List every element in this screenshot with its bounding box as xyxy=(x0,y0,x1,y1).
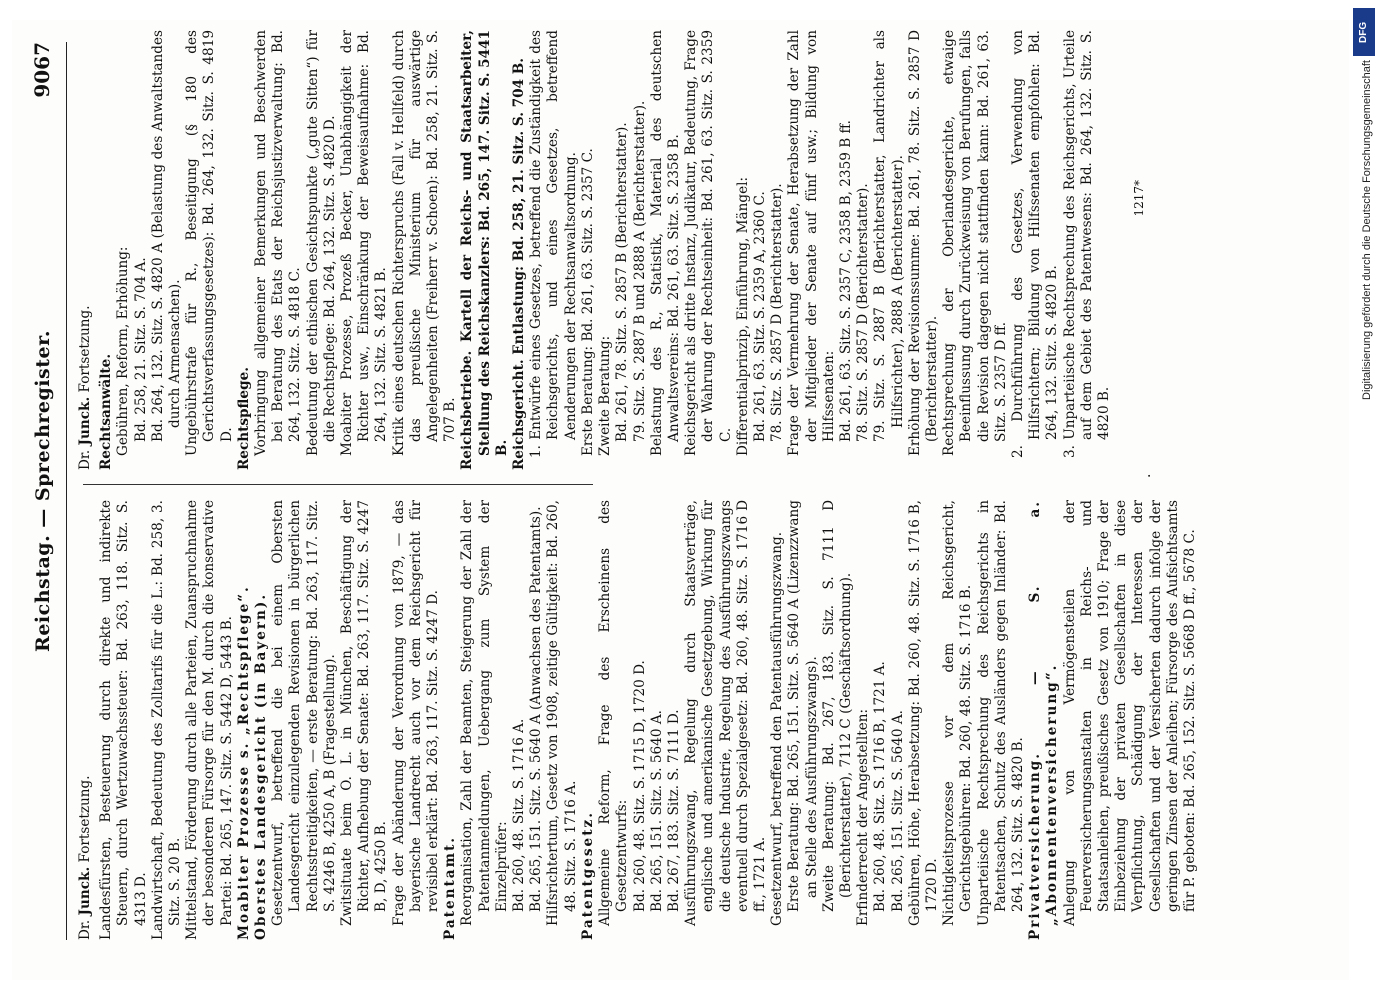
register-entry: Bd. 260, 48. Sitz. S. 1716 B, 1721 A. xyxy=(872,661,889,912)
register-entry: Gesetzentwurf, betreffend die bei einem Obersten Landesgericht einzulegenden Revisionen in bürgerlichen Rechtsstreitigkeiten, — erste Beratung: Bd. 263, 117. Sitz. S. 4246 B, 4250 A, B (Fragestellung). xyxy=(270,500,338,926)
margin-dot: · xyxy=(1142,473,1158,478)
register-entry: Zweite Beratung: xyxy=(597,335,614,456)
register-entry: 78. Sitz. S. 2857 D (Berichterstatter). xyxy=(769,183,786,442)
register-columns xyxy=(77,30,1317,940)
register-entry: Bd. 267, 183. Sitz. S. 7111 D. xyxy=(665,709,682,912)
register-entry: Frage der Vermehrung der Senate, Herabsetzung der Zahl der Mitglieder der Senate auf fünf usw.; Bildung von Hilfssenaten: xyxy=(786,30,837,456)
register-entry: 2. Durchführung des Gesetzes, Verwendung von Hilfsrichtern; Bildung von Hilfssenaten empfohlen: Bd. 264, 132. Sitz. S. 4820 B. xyxy=(1009,30,1061,458)
register-entry: Reorganisation, Zahl der Beamten, Steigerung der Zahl der Patentanmeldungen, Uebergang zum System der Einzelprüfer: xyxy=(459,500,510,926)
register-heading: Moabiter Prozesse s. „Rechtspflege“. xyxy=(235,585,252,940)
register-entry: Bd. 265, 151. Sitz. S. 5640 A (Anwachsen des Patentamts). xyxy=(528,506,545,912)
register-entry: Ausführungszwang, Regelung durch Staatsverträge, englische und amerikanische Gesetzgebung, Wirkung für die deutsche Industrie, Regelung des Ausführungszwangs eventuell durch Spezialgesetz: Bd. 260, 48. Sitz. S. 1716 D ff., 1721 A. xyxy=(683,500,768,926)
register-entry: Hilfsrichtertum, Gesetz von 1908, zeitige Gültigkeit: Bd. 260, 48. Sitz. S. 1716 A. xyxy=(545,500,579,926)
register-entry: Bd. 258, 21. Sitz. S. 704 A. xyxy=(132,257,149,442)
register-entry: 79. Sitz. S. 2887 B und 2888 A (Berichterstatter). xyxy=(631,100,648,442)
register-heading: Rechtspflege. xyxy=(235,367,252,470)
right-column xyxy=(77,30,1317,470)
register-entry: Vorbringung allgemeiner Bemerkungen und Beschwerden bei Beratung des Etats der Reichsjustizverwaltung: Bd. 264, 132. Sitz. S. 4818 C. xyxy=(253,30,304,456)
register-entry: Reichsgericht als dritte Instanz, Judikatur, Bedeutung, Frage der Wahrung der Rechtseinheit: Bd. 261, 63. Sitz. S. 2359 C. xyxy=(683,30,734,456)
right-column-heading xyxy=(77,30,94,470)
register-entry: Belastung des R., Statistik, Material des deutschen Anwaltsvereins: Bd. 261, 63. Sitz. S. 2358 B. xyxy=(648,30,682,456)
register-heading: Reichsbetriebe. Kartell der Reichs- und Staatsarbeiter, Stellung des Reichskanzlers: Bd. 265, 147. Sitz. S. 5441 B. xyxy=(459,30,510,470)
register-entry: Rechtsprechung der Oberlandesgerichte, etwaige Beeinflussung durch Zurückweisung von Berufungen, falls die Revision dagegen nicht stattfinden kann: Bd. 261, 63. Sitz. S. 2357 D ff. xyxy=(941,30,1009,456)
register-heading: Rechtsanwälte. xyxy=(98,353,115,470)
register-entry: Differentialprinzip, Einführung, Mängel: xyxy=(734,176,751,456)
register-entry: Bd. 261, 63. Sitz. S. 2357 C, 2358 B, 2359 B ff. xyxy=(837,119,854,442)
page-header xyxy=(26,42,67,940)
register-entry: Bd. 260, 48. Sitz. S. 1716 A. xyxy=(511,718,528,912)
left-column xyxy=(77,500,1317,940)
signature-mark: 1217* xyxy=(1132,180,1147,217)
register-entry: Bd. 260, 48. Sitz. S. 1715 D, 1720 D. xyxy=(631,660,648,912)
register-entry: Mittelstand, Förderung durch alle Parteien, Zuanspruchnahme der besonderen Fürsorge für den M. durch die konservative Partei: Bd. 265, 147. Sitz. S. 5442 D, 5443 B. xyxy=(184,500,235,940)
continuation-note: Fortsetzung. xyxy=(77,305,93,393)
register-entry: Gebühren, Reform, Erhöhung: xyxy=(115,246,132,456)
register-entry: Erfinderrecht der Angestellten: xyxy=(855,708,872,926)
left-column-heading xyxy=(77,500,94,940)
register-entry: Frage der Abänderung der Verordnung von 1879, — das bayerische Landrecht auch vor dem Reichsgericht für revisibel erklärt: Bd. 263, 117. Sitz. S. 4247 D. xyxy=(390,500,442,926)
register-entry: Ungebührstrafe für R., Beseitigung (§ 180 des Gerichtsverfassungsgesetzes): Bd. 264, 132. Sitz. S. 4819 D. xyxy=(184,30,235,456)
register-entry: 78. Sitz. S. 2857 D (Berichterstatter). xyxy=(855,183,872,442)
register-entry: Bd. 264, 132. Sitz. S. 4820 A (Belastung des Anwaltstandes durch Armensachen). xyxy=(149,30,184,442)
register-entry: Landesfürsten, Besteuerung durch direkte und indirekte Steuern, durch Wertzuwachssteuer: Bd. 263, 118. Sitz. S. 4313 D. xyxy=(98,500,149,940)
register-entry: 1. Entwürfe eines Gesetzes, betreffend die Zuständigkeit des Reichsgerichts, und eines Gesetzes, betreffend Aenderungen der Rechtsanwaltsordnung. xyxy=(528,30,579,458)
running-title: Reichstag. — Sprechregister. xyxy=(32,330,54,652)
register-entry: Bd. 265, 151. Sitz. S. 5640 A. xyxy=(889,710,906,912)
register-entry: Zwitsituate beim O. L. in München, Beschäftigung der Richter, Aufhebung der Senate: Bd. 263, 117. Sitz. S. 4247 B, D, 4250 B. xyxy=(339,500,390,926)
register-entry: Anlegung von Vermögensteilen der Feuerversicherungsanstalten in Reichs- und Staatsanleihen, preußisches Gesetz von 1910; Frage der Einbeziehung der privaten Gesellschaften in diese Verpflichtung, Schädigung der Interessen der Gesellschaften und der Versicherten dadurch infolge der geringen Zinsen der Anleihen; Fürsorge des Aufsichtsamts für P. geboten: Bd. 265, 152. Sitz. S. 5668 D ff., 5678 C. xyxy=(1061,500,1198,926)
register-entry: Gebühren, Höhe, Herabsetzung: Bd. 260, 48. Sitz. S. 1716 B, 1720 D. xyxy=(906,500,940,926)
register-entry: Erste Beratung: Bd. 265, 151. Sitz. S. 5640 A (Lizenzzwang an Stelle des Ausführungszwangs). xyxy=(786,500,820,912)
continuation-note: Fortsetzung. xyxy=(77,775,93,863)
register-entry: Bd. 261, 63. Sitz. S. 2359 A, 2360 C. xyxy=(751,191,768,442)
register-entry: Unparteiische Rechtsprechung des Reichsgerichts in Patentsachen, Schutz des Ausländers gegen Inländer: Bd. 264, 132. Sitz. S. 4820 B. xyxy=(975,500,1026,926)
register-entry: Zweite Beratung: Bd. 267, 183. Sitz. S. 7111 D (Berichterstatter), 7112 C (Geschäftsordnung). xyxy=(820,500,854,912)
register-entry: Allgemeine Reform, Frage des Erscheinens des Gesetzentwurfs: xyxy=(597,500,631,926)
register-entry: Nichtigkeitsprozesse vor dem Reichsgericht, Gerichtsgebühren: Bd. 260, 48. Sitz. S. 1716 B. xyxy=(941,500,975,926)
speaker-name: Junck. xyxy=(77,396,93,446)
scanned-page xyxy=(12,20,1372,980)
speaker-prefix: Dr. xyxy=(77,449,93,470)
register-entry: Bedeutung der ethischen Gesichtspunkte („gute Sitten“) für die Rechtspflege: Bd. 264, 132. Sitz. S. 4820 D. xyxy=(304,30,338,456)
register-heading: Patentamt. xyxy=(442,836,459,940)
register-entry: 79. Sitz. S. 2887 B (Berichterstatter, Landrichter als Hilfsrichter), 2888 A (Berichterstatter). xyxy=(872,30,906,442)
register-entry: Bd. 265, 151. Sitz. S. 5640 A. xyxy=(648,710,665,912)
register-entry: Gesetzentwurf, betreffend den Patentausführungszwang. xyxy=(769,531,786,926)
dfg-logo: DFG xyxy=(1353,8,1375,56)
register-heading: Oberstes Landesgericht (in Bayern). xyxy=(253,592,270,940)
funding-credit: Digitalisierung gefördert durch die Deutsche Forschungsgemeinschaft xyxy=(1361,60,1373,400)
speaker-name: Junck. xyxy=(77,866,93,916)
register-heading: Patentgesetz. xyxy=(579,811,596,940)
register-entry: Erste Beratung: Bd. 261, 63. Sitz. S. 2357 C. xyxy=(579,148,596,456)
register-heading: Privatversicherung. — S. a. „Abonnentenversicherung“. xyxy=(1027,500,1061,940)
register-heading: Reichsgericht. Entlastung: Bd. 258, 21. Sitz. S. 704 B. xyxy=(511,57,528,470)
register-entry: Landwirtschaft, Bedeutung des Zolltarifs für die L.: Bd. 258, 3. Sitz. S. 20 B. xyxy=(149,500,184,940)
digitization-sidebar xyxy=(1349,0,1383,1000)
speaker-prefix: Dr. xyxy=(77,919,93,940)
column-divider xyxy=(83,484,593,485)
page-number: 9067 xyxy=(30,42,54,98)
register-entry: 3. Unparteiische Rechtsprechung des Reichsgerichts, Urteile auf dem Gebiet des Patentwesens: Bd. 264, 132. Sitz. S. 4820 B. xyxy=(1061,30,1112,458)
register-entry: Moabiter Prozesse, Prozeß Becker, Unabhängigkeit der Richter usw., Einschränkung der Beweisaufnahme: Bd. 264, 132. Sitz. S. 4821 B. xyxy=(339,30,390,456)
register-entry: Bd. 261, 78. Sitz. S. 2857 B (Berichterstatter). xyxy=(614,122,631,442)
register-entry: Erhöhung der Revisionssumme: Bd. 261, 78. Sitz. S. 2857 D (Berichterstatter). xyxy=(906,30,940,456)
register-entry: Kritik eines deutschen Richterspruchs (Fall v. Hellfeld) durch das preußische Ministerium für auswärtige Angelegenheiten (Freiherr v. Schoen): Bd. 258, 21. Sitz. S. 707 B. xyxy=(390,30,459,456)
